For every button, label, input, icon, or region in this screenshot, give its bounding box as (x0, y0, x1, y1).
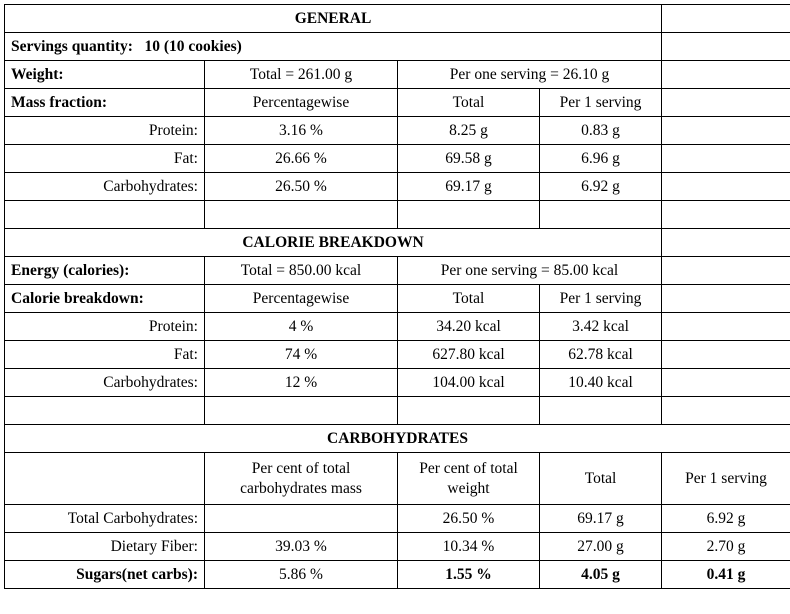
mass-fraction-label: Mass fraction: (5, 89, 205, 117)
nutrition-table (4, 4, 790, 589)
weight-per-serving: Per one serving = 26.10 g (398, 61, 662, 89)
empty-cell (662, 201, 790, 229)
calorie-percent: 4 % (205, 313, 398, 341)
spacer-row (5, 201, 790, 229)
empty-cell (5, 201, 205, 229)
nutrient-name: Carbohydrates: (5, 173, 205, 201)
carb-per-serving: 0.41 g (662, 561, 790, 589)
empty-cell (662, 369, 790, 397)
col-header-percentagewise: Percentagewise (205, 285, 398, 313)
empty-cell (662, 145, 790, 173)
table-row (5, 369, 790, 397)
carb-pct-carb-mass: 5.86 % (205, 561, 398, 589)
empty-cell (662, 61, 790, 89)
table-row (5, 561, 790, 589)
empty-cell (662, 229, 790, 257)
nutrient-total: 8.25 g (398, 117, 540, 145)
col-header-percentagewise: Percentagewise (205, 89, 398, 117)
table-row (5, 117, 790, 145)
servings-label: Servings quantity: (11, 37, 133, 55)
carb-per-serving: 6.92 g (662, 505, 790, 533)
empty-cell (540, 397, 662, 425)
weight-row (5, 61, 790, 89)
table-row (5, 145, 790, 173)
empty-cell (5, 397, 205, 425)
empty-cell (662, 173, 790, 201)
calorie-total: 34.20 kcal (398, 313, 540, 341)
carbs-header-row (5, 425, 790, 453)
col-header-per-serving: Per 1 serving (662, 453, 790, 505)
energy-per-serving: Per one serving = 85.00 kcal (398, 257, 662, 285)
table-row (5, 533, 790, 561)
nutrient-name: Protein: (5, 313, 205, 341)
carb-name: Sugars(net carbs): (5, 561, 205, 589)
carb-pct-carb-mass (205, 505, 398, 533)
empty-cell (662, 341, 790, 369)
nutrient-name: Fat: (5, 145, 205, 173)
servings-row (5, 33, 790, 61)
table-row (5, 505, 790, 533)
empty-cell (662, 5, 790, 33)
calorie-total: 627.80 kcal (398, 341, 540, 369)
empty-cell (662, 397, 790, 425)
nutrition-table-container (4, 4, 790, 589)
carb-name: Total Carbohydrates: (5, 505, 205, 533)
weight-label: Weight: (5, 61, 205, 89)
carb-total: 27.00 g (540, 533, 662, 561)
energy-total: Total = 850.00 kcal (205, 257, 398, 285)
calorie-breakdown-header-row (5, 285, 790, 313)
col-header-total: Total (398, 89, 540, 117)
calorie-breakdown-label: Calorie breakdown: (5, 285, 205, 313)
calorie-section-title: CALORIE BREAKDOWN (5, 229, 662, 257)
servings-cell (5, 33, 662, 61)
calorie-per-serving: 3.42 kcal (540, 313, 662, 341)
empty-cell (662, 285, 790, 313)
carb-name: Dietary Fiber: (5, 533, 205, 561)
col-header-pct-weight: Per cent of total weight (398, 453, 540, 505)
nutrient-name: Protein: (5, 117, 205, 145)
general-section-title: GENERAL (5, 5, 662, 33)
carb-pct-carb-mass: 39.03 % (205, 533, 398, 561)
carbs-section-title: CARBOHYDRATES (5, 425, 790, 453)
nutrient-total: 69.58 g (398, 145, 540, 173)
empty-cell (398, 397, 540, 425)
general-header-row (5, 5, 790, 33)
energy-label: Energy (calories): (5, 257, 205, 285)
nutrient-per-serving: 6.96 g (540, 145, 662, 173)
calorie-per-serving: 62.78 kcal (540, 341, 662, 369)
nutrient-per-serving: 0.83 g (540, 117, 662, 145)
nutrient-percent: 3.16 % (205, 117, 398, 145)
col-header-total: Total (398, 285, 540, 313)
nutrient-percent: 26.50 % (205, 173, 398, 201)
empty-cell (398, 201, 540, 229)
carb-total: 4.05 g (540, 561, 662, 589)
col-header-per-serving: Per 1 serving (540, 89, 662, 117)
table-row (5, 173, 790, 201)
weight-total: Total = 261.00 g (205, 61, 398, 89)
carb-total: 69.17 g (540, 505, 662, 533)
col-header-total: Total (540, 453, 662, 505)
col-header-pct-carb-mass: Per cent of total carbohydrates mass (205, 453, 398, 505)
calorie-per-serving: 10.40 kcal (540, 369, 662, 397)
nutrient-percent: 26.66 % (205, 145, 398, 173)
servings-value: 10 (10 cookies) (144, 37, 242, 55)
carb-pct-weight: 26.50 % (398, 505, 540, 533)
table-row (5, 341, 790, 369)
calorie-header-row (5, 229, 790, 257)
empty-cell (662, 33, 790, 61)
nutrient-per-serving: 6.92 g (540, 173, 662, 201)
carb-pct-weight: 1.55 % (398, 561, 540, 589)
spacer-row (5, 397, 790, 425)
col-header-per-serving: Per 1 serving (540, 285, 662, 313)
empty-cell (662, 117, 790, 145)
carb-per-serving: 2.70 g (662, 533, 790, 561)
empty-cell (662, 89, 790, 117)
empty-cell (205, 201, 398, 229)
carb-pct-weight: 10.34 % (398, 533, 540, 561)
nutrient-total: 69.17 g (398, 173, 540, 201)
empty-cell (662, 313, 790, 341)
empty-cell (205, 397, 398, 425)
calorie-percent: 74 % (205, 341, 398, 369)
empty-cell (5, 453, 205, 505)
mass-fraction-header-row (5, 89, 790, 117)
carbs-columns-row (5, 453, 790, 505)
nutrient-name: Carbohydrates: (5, 369, 205, 397)
energy-row (5, 257, 790, 285)
table-row (5, 313, 790, 341)
calorie-percent: 12 % (205, 369, 398, 397)
calorie-total: 104.00 kcal (398, 369, 540, 397)
empty-cell (540, 201, 662, 229)
empty-cell (662, 257, 790, 285)
nutrient-name: Fat: (5, 341, 205, 369)
